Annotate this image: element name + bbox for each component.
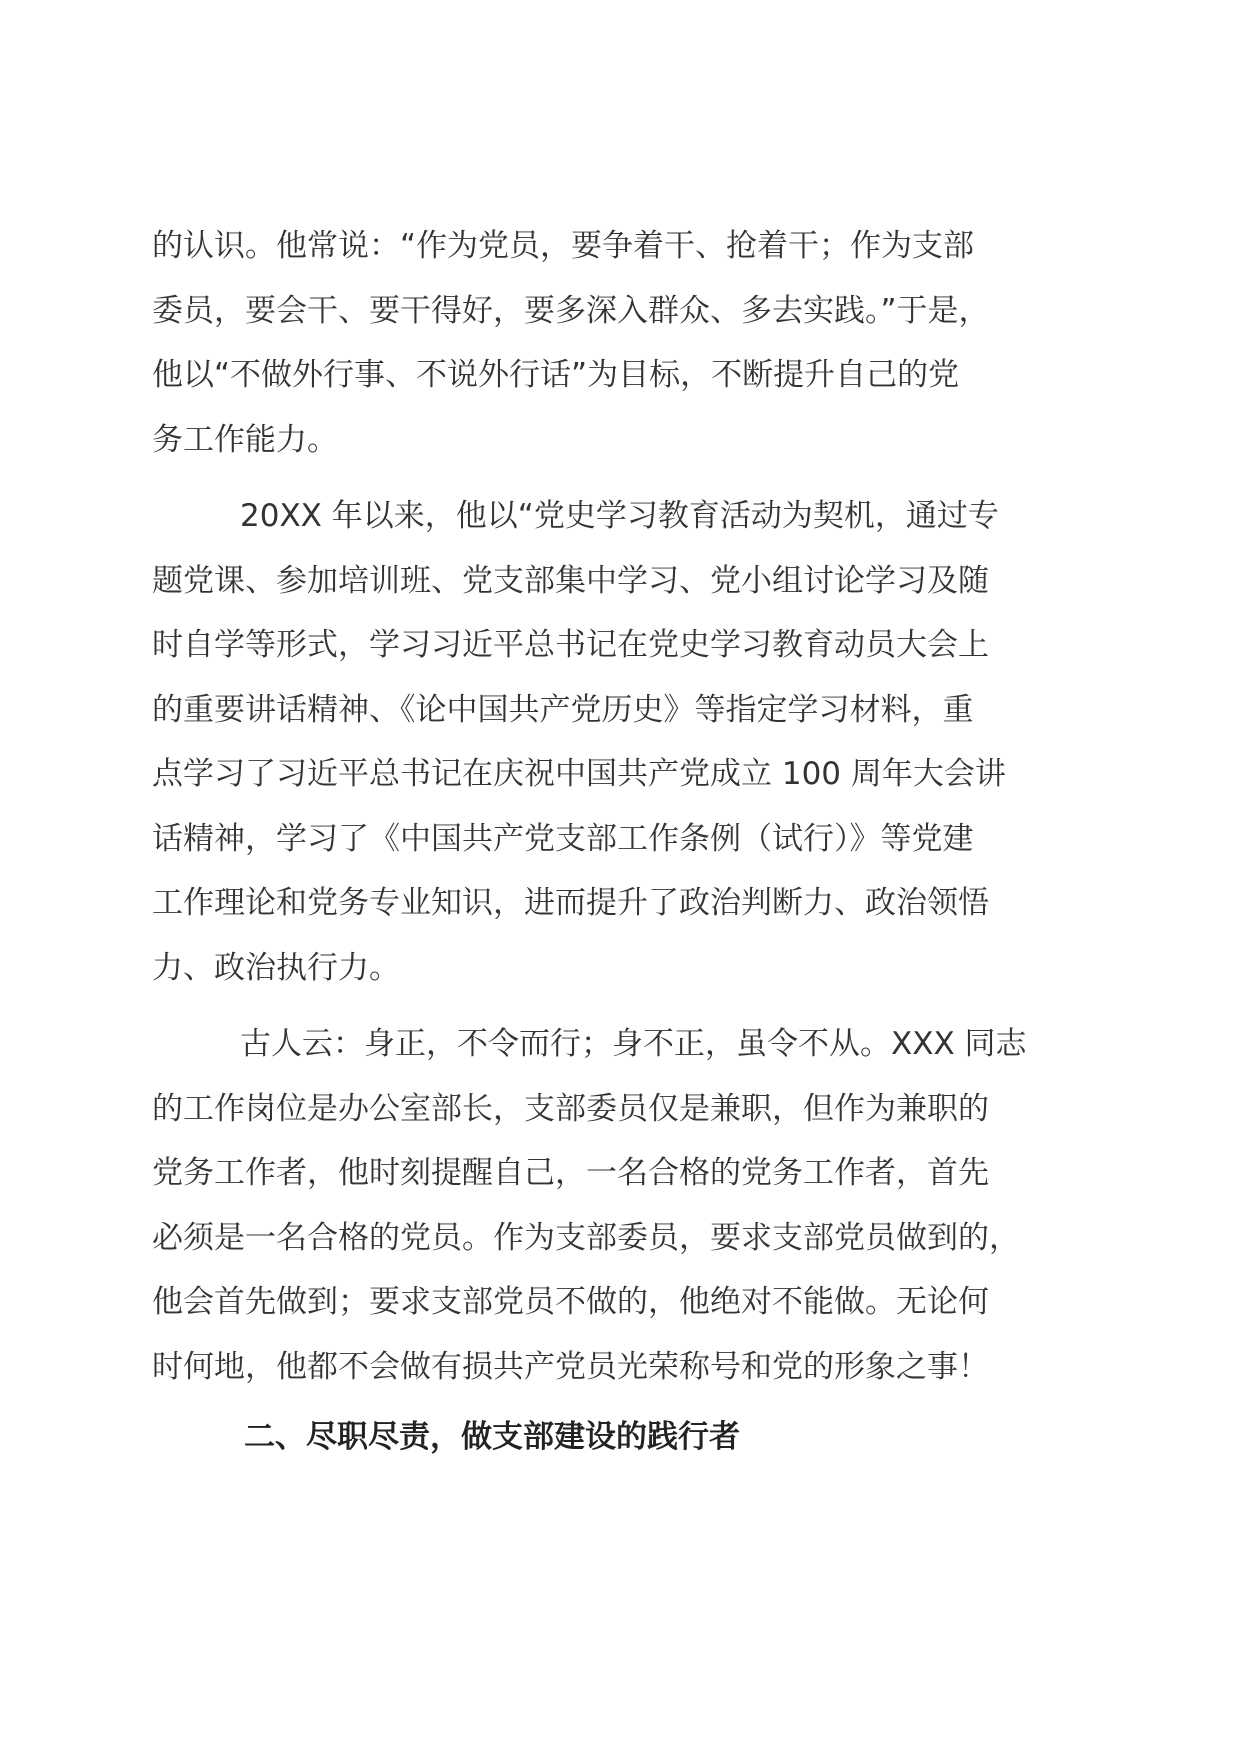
paragraph-line: 点学习了习近平总书记在庆祝中国共产党成立 100 周年大会讲 xyxy=(152,756,1006,792)
paragraph-line: 的工作岗位是办公室部长，支部委员仅是兼职，但作为兼职的 xyxy=(152,1090,989,1127)
paragraph-gap xyxy=(152,472,1112,484)
paragraph-line: 务工作能力。 xyxy=(152,421,338,458)
paragraph-line: 必须是一名合格的党员。作为支部委员，要求支部党员做到的， xyxy=(152,1219,1020,1256)
paragraph-gap xyxy=(152,1000,1112,1012)
document-body xyxy=(152,214,1112,1469)
paragraph-line: 的认识。他常说：“作为党员，要争着干、抢着干；作为支部 xyxy=(152,228,975,264)
paragraph-line: 话精神，学习了《中国共产党支部工作条例（试行）》等党建 xyxy=(152,820,974,857)
paragraph-line: 力、政治执行力。 xyxy=(152,949,400,986)
paragraph-line: 时何地，他都不会做有损共产党员光荣称号和党的形象之事！ xyxy=(152,1348,989,1385)
paragraph-line: 时自学等形式，学习习近平总书记在党史学习教育动员大会上 xyxy=(152,627,989,663)
paragraph-line: 他以“不做外行事、不说外行话”为目标，不断提升自己的党 xyxy=(152,357,960,393)
paragraph-line: 古人云：身正，不令而行；身不正，虽令不从。XXX 同志 xyxy=(240,1026,1027,1062)
paragraph-line: 工作理论和党务专业知识，进而提升了政治判断力、政治领悟 xyxy=(152,885,989,921)
paragraph-line: 党务工作者，他时刻提醒自己，一名合格的党务工作者，首先 xyxy=(152,1155,989,1191)
paragraph-line: 的重要讲话精神、《论中国共产党历史》等指定学习材料，重 xyxy=(152,691,974,728)
paragraph-line: 委员，要会干、要干得好，要多深入群众、多去实践。”于是， xyxy=(152,292,990,329)
paragraph-1 xyxy=(152,214,1112,472)
paragraph-line: 题党课、参加培训班、党支部集中学习、党小组讨论学习及随 xyxy=(152,562,989,599)
paragraph-2 xyxy=(152,484,1112,1000)
paragraph-line: 他会首先做到；要求支部党员不做的，他绝对不能做。无论何 xyxy=(152,1284,989,1320)
section-heading: 二、尽职尽责，做支部建设的践行者 xyxy=(244,1419,740,1455)
paragraph-3 xyxy=(152,1012,1112,1399)
paragraph-line: 20XX 年以来，他以“党史学习教育活动为契机，通过专 xyxy=(240,498,999,534)
